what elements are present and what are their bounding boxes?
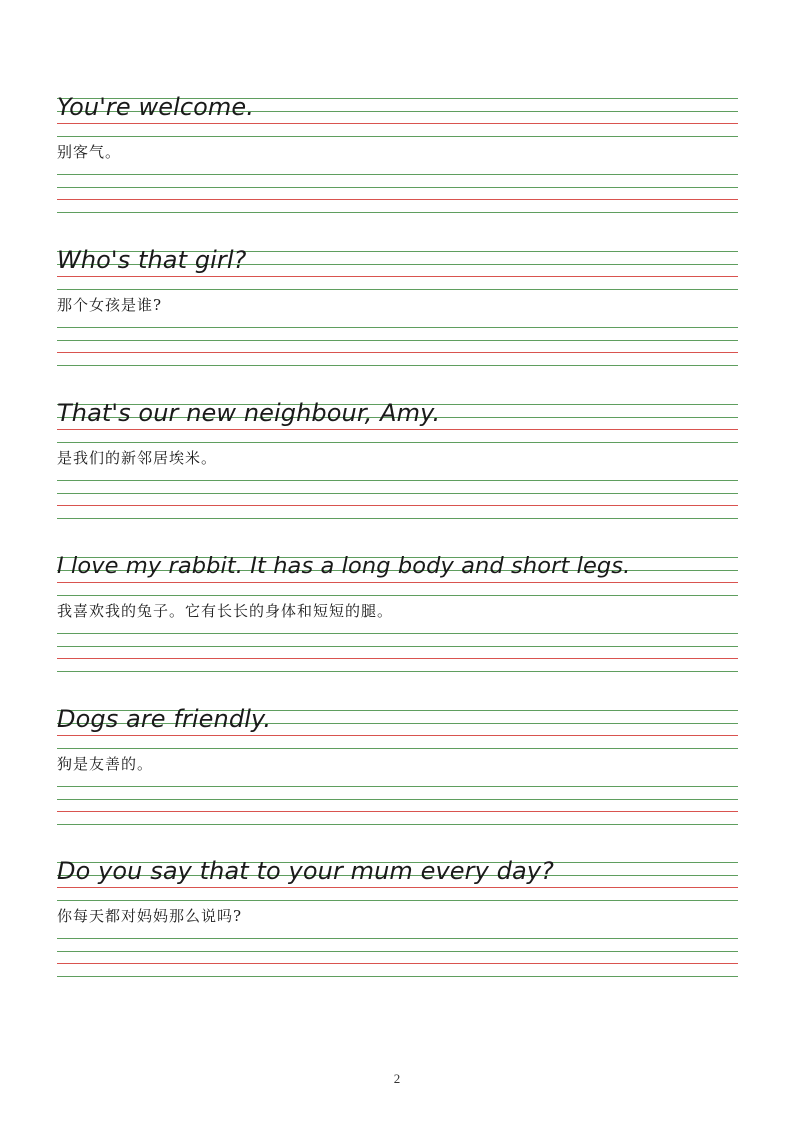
english-sentence: Who's that girl?: [57, 246, 247, 274]
english-sentence: Do you say that to your mum every day?: [57, 857, 554, 885]
chinese-translation: 那个女孩是谁?: [57, 296, 163, 314]
guide-line: [57, 671, 738, 672]
guide-line: [57, 900, 738, 901]
guide-line: [57, 480, 738, 481]
guide-line: [57, 340, 738, 341]
guide-line: [57, 799, 738, 800]
guide-line: [57, 289, 738, 290]
chinese-translation: 你每天都对妈妈那么说吗?: [57, 907, 243, 925]
chinese-translation: 别客气。: [57, 143, 122, 161]
guide-line: [57, 187, 738, 188]
guide-line: [57, 646, 738, 647]
guide-line: [57, 212, 738, 213]
english-sentence: That's our new neighbour, Amy.: [57, 399, 441, 427]
guide-line: [57, 824, 738, 825]
chinese-translation: 我喜欢我的兔子。它有长长的身体和短短的腿。: [57, 602, 394, 620]
guide-line: [57, 951, 738, 952]
guide-line: [57, 136, 738, 137]
chinese-translation: 是我们的新邻居埃米。: [57, 449, 218, 467]
guide-line: [57, 938, 738, 939]
exercise-2: [57, 246, 738, 371]
guide-line: [57, 518, 738, 519]
guide-line: [57, 595, 738, 596]
page-number: 2: [393, 1071, 401, 1086]
guide-line: [57, 493, 738, 494]
base-line: [57, 963, 738, 964]
base-line: [57, 811, 738, 812]
base-line: [57, 887, 738, 888]
guide-line: [57, 786, 738, 787]
english-sentence: You're welcome.: [57, 93, 254, 121]
base-line: [57, 735, 738, 736]
base-line: [57, 123, 738, 124]
exercise-4: [57, 553, 738, 677]
exercise-3: [57, 399, 738, 524]
base-line: [57, 505, 738, 506]
base-line: [57, 658, 738, 659]
base-line: [57, 429, 738, 430]
guide-line: [57, 442, 738, 443]
guide-line: [57, 976, 738, 977]
base-line: [57, 352, 738, 353]
guide-line: [57, 327, 738, 328]
exercise-6: [57, 857, 738, 982]
guide-line: [57, 633, 738, 634]
guide-line: [57, 748, 738, 749]
chinese-translation: 狗是友善的。: [57, 755, 154, 773]
english-sentence: Dogs are friendly.: [57, 705, 272, 733]
exercise-5: [57, 705, 738, 830]
english-sentence: I love my rabbit. It has a long body and short legs.: [57, 553, 631, 579]
guide-line: [57, 365, 738, 366]
guide-line: [57, 174, 738, 175]
base-line: [57, 199, 738, 200]
exercise-1: [57, 93, 738, 218]
base-line: [57, 276, 738, 277]
base-line: [57, 582, 738, 583]
